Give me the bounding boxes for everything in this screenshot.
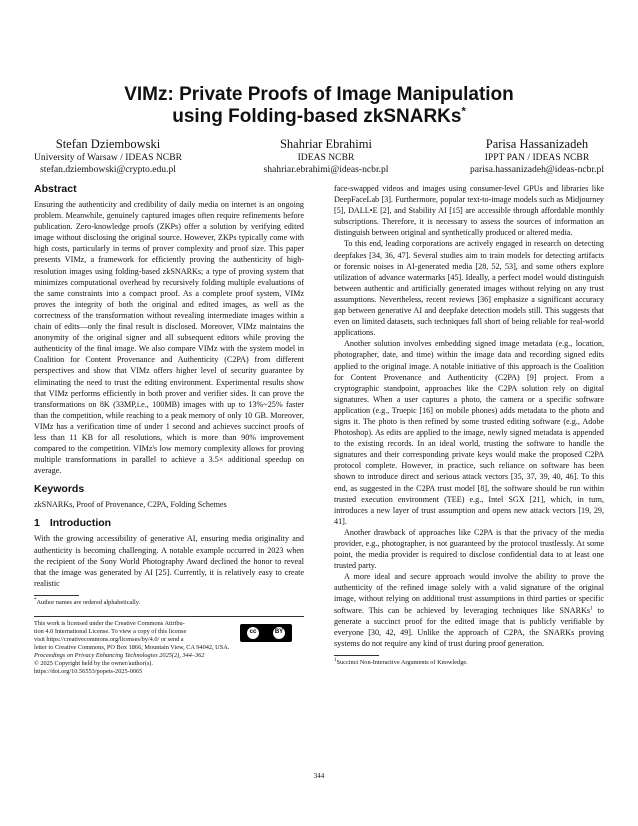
- title-line-2: [0, 106, 638, 128]
- footnote-1-mark: 1: [334, 657, 337, 663]
- author-block: [34, 137, 604, 176]
- author-name: Stefan Dziembowski: [55, 137, 161, 151]
- footnote-ref-1[interactable]: 1: [590, 604, 593, 611]
- author-email[interactable]: stefan.dziembowski@crypto.edu.pl: [40, 164, 176, 175]
- license-line: letter to Creative Commons, PO Box 1866, Mountain View, CA 94042, USA.: [34, 643, 230, 651]
- footnote-1-text: Succinct Non-Interactive Arguments of Knowledge.: [336, 658, 468, 666]
- footnote-star: [34, 599, 304, 607]
- author-affiliation: IPPT PAN / IDEAS NCBR: [484, 152, 590, 163]
- intro-section-title: Introduction: [49, 517, 112, 530]
- footnote-1: [334, 659, 604, 667]
- footnote-star-mark: *: [34, 597, 37, 603]
- body-paragraph: [334, 571, 604, 649]
- author-name: Shahriar Ebrahimi: [279, 137, 372, 151]
- license-line: tion 4.0 International License. To view a copy of this license: [34, 627, 187, 635]
- license-text: [34, 620, 232, 676]
- body-paragraph: To this end, leading corporations are actively engaged in research on detecting deepfakes [34, 36, 47]. Several studies aim to train models for detecting artifacts or forensic noises in AI-generated media [28, 52, 53], and some others explore utilization of advance watermarks [45]. Ideally, a perfect model would distinguish between authentic and artificially generated images without relying on any trust assumptions. Nevertheless, recent reviews [36] emphasize a significant accuracy gap between generative AI and deepfake detection models still. This suggests that even on limited datasets, such techniques fall short of being reliable for real-world applications.: [334, 239, 604, 338]
- license-line[interactable]: visit https://creativecommons.org/licenses/by/4.0/ or send a: [34, 635, 184, 643]
- footnote-rule: [34, 595, 79, 596]
- by-person-icon: BY: [273, 627, 285, 639]
- author-affiliation: IDEAS NCBR: [297, 152, 355, 163]
- intro-heading: [34, 517, 304, 530]
- body-paragraph: Another solution involves embedding signed image metadata (e.g., location, photographer, date, and time) within the image data and recording signed edits applied to the original image. A notable initiative of this approach is the Coalition for Content Provenance and Authenticity (C2PA) [9] project. From a cryptographic standpoint, approaches like the C2PA solution rely on digital signatures. When a user captures a photo, the camera or a specific software application (e.g., Truepic [16] on mobile phones) adds metadata to the photo and signs it. The photo is then refined by some trusted editing software (e.g., Adobe Photoshop). As edits are applied to the image, newly signed metadata is appended to the existing records. In an ideal world, trusting the software to handle the signatures and their corresponding private keys would make the proposed C2PA protocol complete. However, in practice, such reliance on software has been shown to introduce direct and serious attack vectors [35, 37, 39, 40, 46]. To this end, as suggested in the C2PA trust model [8], the software should be run within trusted execution environment (TEE) e.g., Intel SGX [21], which, in turn, introduces a new layer of trust assumption and opens new attack vectors [19, 29, 41].: [334, 339, 604, 526]
- author-name: Parisa Hassanizadeh: [485, 137, 589, 151]
- abstract-text: Ensuring the authenticity and credibility of daily media on internet is an ongoing problem. Meanwhile, genuinely captured images often require refinements before publication. Zero-knowledge proofs (ZKPs) offer a solution by verifying edited image without disclosing the original source. However, ZKPs typically come with high costs, particularly in terms of prover complexity and proof size. This paper presents VIMz, a framework for efficiently proving the authenticity of high-resolution images using folding-based zkSNARKs; a type of proving system that minimizes computational overhead by recursively folding multiple evaluations of the same constraints into a compact proof. As a complete proof system, VIMz proves the integrity of both the original and edited images, as well as the correctness of the transformation without revealing intermediate images within a chain of edits—only the final result is disclosed. Moreover, VIMz maintains the anonymity of the original signer and all subsequent editors while proving the authenticity of the final image. We also compare VIMz with the system model in Coalition for Content Provenance and Authenticity (C2PA) from different perspectives and show that VIMz offers higher level of security guarantee by eliminating the need to trust the editing environment. Experimental results show that VIMz performs efficiently in both prover and verifier sides. It can prove the transformations on 8K (33MP,i.e., 100MB) images with up to 13%~25% faster than the competition, while reaching to a peak memory of only 10 GB. Moreover, VIMz has a verification time of under 1 second and achieves succinct proofs of less than 11 KB for all resolutions, which is more than 90% improvement compared to the competition. VIMz's low memory complexity allows for proving multiple transformations in parallel to achieve a 3.5× additional speedup on average.: [34, 200, 304, 476]
- proceedings-citation: Proceedings on Privacy Enhancing Technologies 2025(2), 344–362: [34, 651, 205, 659]
- body-paragraph: face-swapped videos and images using consumer-level GPUs and libraries like DeepFaceLab [3]. Furthermore, popular text-to-image models such as Midjourney [5], DALL•E [2], and Stability AI [15] are accessible through affordable monthly subscriptions. Therefore, it is necessary to assess the sources of information an distinguish between original and synthetically produced or altered media.: [334, 184, 604, 238]
- copyright-notice: © 2025 Copyright held by the owner/author(s).: [34, 659, 153, 667]
- title-line-1: VIMz: Private Proofs of Image Manipulation: [124, 84, 514, 105]
- title-footnote-mark: *: [461, 105, 466, 118]
- intro-paragraph-1: With the growing accessibility of generative AI, ensuring media originality and authenticity is becoming challenging. A notable example occurred in 2023 when the recipient of the Sony World Photography Award declined the honor to reveal that the image was generated by AI [25]. Currently, it is relatively easy to create realistic: [34, 534, 304, 588]
- author-2: [263, 137, 388, 176]
- paper-title: [0, 84, 638, 128]
- intro-section-number: 1: [34, 517, 40, 530]
- title-line-2-text: using Folding-based zkSNARKs: [172, 106, 462, 127]
- body-paragraph-part: A more ideal and secure approach would involve the ability to prove the authenticity of the refined image solely with a valid signature of the original image, without relying on additional trust assumptions in third parties or specific software. This can be achieved by leveraging techniques like SNARKs: [334, 572, 604, 615]
- abstract-heading: Abstract: [34, 183, 77, 195]
- license-block: [34, 616, 304, 676]
- author-3: [470, 137, 604, 176]
- keywords-heading: Keywords: [34, 483, 85, 496]
- body-paragraph: Another drawback of approaches like C2PA is that the privacy of the media provider, e.g., photographer, is not guaranteed by the protocol trustlessly. At some point, the media provider is required to disclose confidential data to at least one trusted party.: [334, 527, 604, 571]
- keywords-text: zkSNARKs, Proof of Provenance, C2PA, Folding Schemes: [34, 500, 227, 510]
- right-column: [334, 183, 604, 667]
- cc-by-badge[interactable]: [240, 624, 292, 642]
- author-email[interactable]: parisa.hassanizadeh@ideas-ncbr.pl: [469, 164, 604, 175]
- page-number: 344: [313, 772, 325, 780]
- left-column: [34, 183, 304, 676]
- footnote-star-text: Author names are ordered alphabetically.: [36, 598, 141, 606]
- doi-link[interactable]: https://doi.org/10.56553/popets-2025-0065: [34, 667, 143, 675]
- license-line: This work is licensed under the Creative Commons Attribu-: [34, 619, 185, 627]
- body-paragraph-part: to generate a succinct proof for the edited image that is publicly verifiable by everyone [30, 42, 49]. Unlike the approach of C2PA, the SNARKs proving systems do not require any kind of trust during proof generation.: [334, 605, 604, 648]
- author-1: [34, 137, 182, 176]
- cc-logo-icon: cc: [247, 627, 259, 639]
- author-email[interactable]: shahriar.ebrahimi@ideas-ncbr.pl: [263, 164, 389, 175]
- footnote-rule: [334, 655, 379, 656]
- author-affiliation: University of Warsaw / IDEAS NCBR: [34, 152, 183, 163]
